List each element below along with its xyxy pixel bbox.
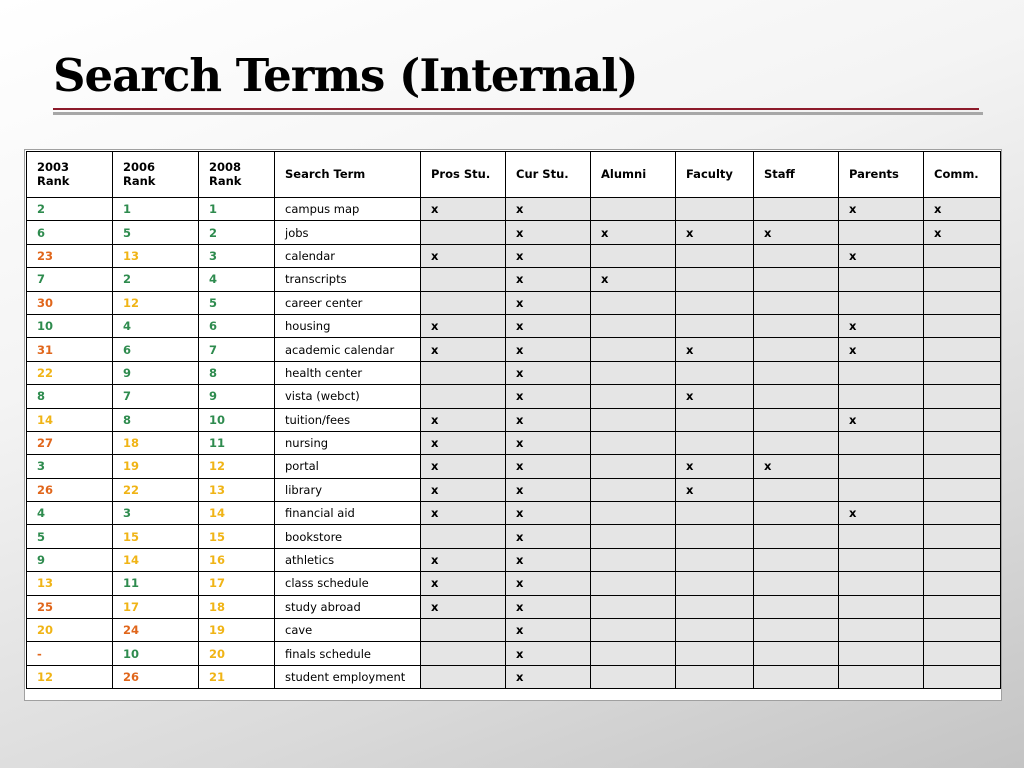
search-term-cell: nursing: [275, 431, 421, 454]
cur-stu-cell: x: [506, 361, 591, 384]
staff-cell: [754, 244, 839, 267]
rank-2003-cell: 30: [27, 291, 113, 314]
faculty-cell: [676, 431, 754, 454]
alumni-cell: [591, 361, 676, 384]
faculty-cell: [676, 502, 754, 525]
search-term-cell: tuition/fees: [275, 408, 421, 431]
table-row: [27, 548, 1001, 571]
rank-2003-cell: 6: [27, 221, 113, 244]
faculty-cell: [676, 665, 754, 688]
pros-stu-cell: [421, 385, 506, 408]
alumni-cell: [591, 595, 676, 618]
cur-stu-cell: x: [506, 595, 591, 618]
header-text: 2008: [209, 159, 242, 174]
pros-stu-cell: x: [421, 478, 506, 501]
parents-cell: [839, 291, 924, 314]
alumni-cell: [591, 665, 676, 688]
alumni-cell: [591, 244, 676, 267]
parents-cell: [839, 221, 924, 244]
alumni-cell: [591, 502, 676, 525]
header-text: Pros Stu.: [431, 166, 491, 181]
faculty-cell: [676, 361, 754, 384]
rank-2006-cell: 7: [113, 385, 199, 408]
cur-stu-cell: x: [506, 455, 591, 478]
header-text: Rank: [209, 173, 242, 188]
search-term-cell: cave: [275, 619, 421, 642]
parents-cell: [839, 478, 924, 501]
rank-2003-cell: 7: [27, 268, 113, 291]
cur-stu-cell: x: [506, 385, 591, 408]
alumni-cell: [591, 642, 676, 665]
search-term-cell: calendar: [275, 244, 421, 267]
parents-cell: x: [839, 198, 924, 221]
header-comm: [924, 152, 1001, 198]
cur-stu-cell: x: [506, 408, 591, 431]
rank-2008-cell: 8: [199, 361, 275, 384]
faculty-cell: [676, 291, 754, 314]
parents-cell: [839, 642, 924, 665]
faculty-cell: [676, 548, 754, 571]
rank-2003-cell: 20: [27, 619, 113, 642]
parents-cell: x: [839, 502, 924, 525]
comm-cell: [924, 455, 1001, 478]
faculty-cell: [676, 572, 754, 595]
comm-cell: [924, 665, 1001, 688]
rank-2003-cell: 27: [27, 431, 113, 454]
alumni-cell: [591, 338, 676, 361]
header-alumni: [591, 152, 676, 198]
table-row: [27, 455, 1001, 478]
cur-stu-cell: x: [506, 314, 591, 337]
faculty-cell: [676, 525, 754, 548]
parents-cell: x: [839, 408, 924, 431]
faculty-cell: [676, 642, 754, 665]
cur-stu-cell: x: [506, 502, 591, 525]
parents-cell: [839, 595, 924, 618]
search-term-cell: career center: [275, 291, 421, 314]
rank-2003-cell: 9: [27, 548, 113, 571]
staff-cell: [754, 478, 839, 501]
rank-2008-cell: 17: [199, 572, 275, 595]
header-text: Rank: [37, 173, 70, 188]
table-row: [27, 198, 1001, 221]
rank-2003-cell: 31: [27, 338, 113, 361]
header-text: Search Term: [285, 166, 366, 181]
search-term-cell: library: [275, 478, 421, 501]
faculty-cell: x: [676, 221, 754, 244]
staff-cell: [754, 408, 839, 431]
pros-stu-cell: x: [421, 244, 506, 267]
parents-cell: [839, 385, 924, 408]
rank-2008-cell: 21: [199, 665, 275, 688]
rank-2008-cell: 19: [199, 619, 275, 642]
rank-2003-cell: 13: [27, 572, 113, 595]
rank-2006-cell: 6: [113, 338, 199, 361]
rank-2003-cell: 23: [27, 244, 113, 267]
faculty-cell: [676, 595, 754, 618]
parents-cell: [839, 572, 924, 595]
cur-stu-cell: x: [506, 525, 591, 548]
table-row: [27, 408, 1001, 431]
header-text: 2003: [37, 159, 70, 174]
table-row: [27, 361, 1001, 384]
rank-2003-cell: 26: [27, 478, 113, 501]
rank-2006-cell: 14: [113, 548, 199, 571]
header-2008-rank: [199, 152, 275, 198]
header-search-term: [275, 152, 421, 198]
table-row: [27, 595, 1001, 618]
rank-2003-cell: -: [27, 642, 113, 665]
staff-cell: [754, 619, 839, 642]
rank-2003-cell: 5: [27, 525, 113, 548]
search-term-cell: transcripts: [275, 268, 421, 291]
rank-2006-cell: 1: [113, 198, 199, 221]
pros-stu-cell: [421, 291, 506, 314]
table-row: [27, 314, 1001, 337]
rank-2006-cell: 3: [113, 502, 199, 525]
rank-2008-cell: 16: [199, 548, 275, 571]
cur-stu-cell: x: [506, 665, 591, 688]
table-row: [27, 572, 1001, 595]
rank-2006-cell: 10: [113, 642, 199, 665]
pros-stu-cell: [421, 221, 506, 244]
table-row: [27, 525, 1001, 548]
header-text: Rank: [123, 173, 156, 188]
pros-stu-cell: x: [421, 455, 506, 478]
staff-cell: [754, 595, 839, 618]
alumni-cell: [591, 431, 676, 454]
staff-cell: [754, 642, 839, 665]
search-term-cell: student employment: [275, 665, 421, 688]
comm-cell: [924, 361, 1001, 384]
alumni-cell: [591, 198, 676, 221]
comm-cell: [924, 385, 1001, 408]
table-body: [27, 198, 1001, 689]
pros-stu-cell: x: [421, 198, 506, 221]
alumni-cell: x: [591, 268, 676, 291]
search-term-cell: study abroad: [275, 595, 421, 618]
rank-2008-cell: 4: [199, 268, 275, 291]
title-underline: [53, 108, 979, 110]
staff-cell: x: [754, 221, 839, 244]
cur-stu-cell: x: [506, 572, 591, 595]
search-terms-table: [26, 151, 1001, 689]
rank-2008-cell: 5: [199, 291, 275, 314]
header-staff: [754, 152, 839, 198]
rank-2003-cell: 14: [27, 408, 113, 431]
pros-stu-cell: x: [421, 338, 506, 361]
table-row: [27, 619, 1001, 642]
alumni-cell: x: [591, 221, 676, 244]
search-term-cell: athletics: [275, 548, 421, 571]
cur-stu-cell: x: [506, 619, 591, 642]
rank-2003-cell: 12: [27, 665, 113, 688]
cur-stu-cell: x: [506, 642, 591, 665]
comm-cell: [924, 525, 1001, 548]
header-faculty: [676, 152, 754, 198]
cur-stu-cell: x: [506, 478, 591, 501]
rank-2006-cell: 22: [113, 478, 199, 501]
parents-cell: x: [839, 314, 924, 337]
rank-2006-cell: 24: [113, 619, 199, 642]
comm-cell: [924, 338, 1001, 361]
rank-2003-cell: 4: [27, 502, 113, 525]
header-cur-stu: [506, 152, 591, 198]
faculty-cell: x: [676, 478, 754, 501]
cur-stu-cell: x: [506, 548, 591, 571]
rank-2008-cell: 6: [199, 314, 275, 337]
staff-cell: [754, 361, 839, 384]
header-text: Comm.: [934, 166, 979, 181]
rank-2006-cell: 9: [113, 361, 199, 384]
header-2003-rank: [27, 152, 113, 198]
rank-2006-cell: 18: [113, 431, 199, 454]
parents-cell: x: [839, 338, 924, 361]
search-term-cell: health center: [275, 361, 421, 384]
rank-2008-cell: 13: [199, 478, 275, 501]
search-term-cell: portal: [275, 455, 421, 478]
header-pros-stu: [421, 152, 506, 198]
pros-stu-cell: [421, 619, 506, 642]
search-term-cell: finals schedule: [275, 642, 421, 665]
faculty-cell: [676, 408, 754, 431]
parents-cell: [839, 665, 924, 688]
pros-stu-cell: [421, 642, 506, 665]
pros-stu-cell: x: [421, 314, 506, 337]
rank-2003-cell: 10: [27, 314, 113, 337]
table-row: [27, 291, 1001, 314]
pros-stu-cell: x: [421, 408, 506, 431]
header-parents: [839, 152, 924, 198]
comm-cell: [924, 502, 1001, 525]
parents-cell: [839, 431, 924, 454]
staff-cell: [754, 385, 839, 408]
parents-cell: [839, 548, 924, 571]
table-row: [27, 385, 1001, 408]
table-row: [27, 244, 1001, 267]
rank-2008-cell: 15: [199, 525, 275, 548]
rank-2008-cell: 20: [199, 642, 275, 665]
rank-2006-cell: 12: [113, 291, 199, 314]
comm-cell: [924, 642, 1001, 665]
comm-cell: [924, 408, 1001, 431]
table-row: [27, 431, 1001, 454]
comm-cell: x: [924, 221, 1001, 244]
faculty-cell: x: [676, 338, 754, 361]
rank-2006-cell: 13: [113, 244, 199, 267]
staff-cell: [754, 338, 839, 361]
rank-2006-cell: 4: [113, 314, 199, 337]
pros-stu-cell: x: [421, 548, 506, 571]
rank-2008-cell: 11: [199, 431, 275, 454]
cur-stu-cell: x: [506, 221, 591, 244]
staff-cell: [754, 431, 839, 454]
search-term-cell: campus map: [275, 198, 421, 221]
pros-stu-cell: [421, 268, 506, 291]
table-row: [27, 665, 1001, 688]
cur-stu-cell: x: [506, 244, 591, 267]
cur-stu-cell: x: [506, 291, 591, 314]
cur-stu-cell: x: [506, 198, 591, 221]
staff-cell: [754, 502, 839, 525]
comm-cell: [924, 595, 1001, 618]
header-row: [27, 152, 1001, 198]
comm-cell: [924, 619, 1001, 642]
comm-cell: [924, 268, 1001, 291]
table-row: [27, 268, 1001, 291]
comm-cell: [924, 572, 1001, 595]
rank-2008-cell: 9: [199, 385, 275, 408]
header-text: Faculty: [686, 166, 733, 181]
pros-stu-cell: [421, 665, 506, 688]
rank-2003-cell: 2: [27, 198, 113, 221]
search-term-cell: housing: [275, 314, 421, 337]
comm-cell: [924, 478, 1001, 501]
search-term-cell: vista (webct): [275, 385, 421, 408]
rank-2003-cell: 8: [27, 385, 113, 408]
alumni-cell: [591, 408, 676, 431]
alumni-cell: [591, 525, 676, 548]
faculty-cell: x: [676, 385, 754, 408]
faculty-cell: [676, 314, 754, 337]
pros-stu-cell: x: [421, 502, 506, 525]
staff-cell: [754, 291, 839, 314]
parents-cell: [839, 268, 924, 291]
comm-cell: [924, 314, 1001, 337]
staff-cell: [754, 198, 839, 221]
alumni-cell: [591, 291, 676, 314]
rank-2008-cell: 3: [199, 244, 275, 267]
cur-stu-cell: x: [506, 431, 591, 454]
header-text: 2006: [123, 159, 156, 174]
search-term-cell: financial aid: [275, 502, 421, 525]
staff-cell: [754, 548, 839, 571]
cur-stu-cell: x: [506, 268, 591, 291]
rank-2006-cell: 17: [113, 595, 199, 618]
pros-stu-cell: [421, 525, 506, 548]
staff-cell: [754, 525, 839, 548]
pros-stu-cell: x: [421, 431, 506, 454]
staff-cell: [754, 665, 839, 688]
slide-title: Search Terms (Internal): [53, 49, 638, 102]
table-row: [27, 642, 1001, 665]
comm-cell: [924, 291, 1001, 314]
rank-2006-cell: 19: [113, 455, 199, 478]
parents-cell: [839, 455, 924, 478]
search-term-cell: academic calendar: [275, 338, 421, 361]
faculty-cell: x: [676, 455, 754, 478]
table-row: [27, 338, 1001, 361]
alumni-cell: [591, 619, 676, 642]
comm-cell: [924, 244, 1001, 267]
table-header: [27, 152, 1001, 198]
search-term-cell: class schedule: [275, 572, 421, 595]
rank-2008-cell: 18: [199, 595, 275, 618]
rank-2006-cell: 5: [113, 221, 199, 244]
rank-2008-cell: 14: [199, 502, 275, 525]
faculty-cell: [676, 198, 754, 221]
rank-2006-cell: 26: [113, 665, 199, 688]
pros-stu-cell: x: [421, 572, 506, 595]
parents-cell: [839, 525, 924, 548]
header-text: Cur Stu.: [516, 166, 569, 181]
alumni-cell: [591, 478, 676, 501]
staff-cell: [754, 314, 839, 337]
faculty-cell: [676, 244, 754, 267]
staff-cell: x: [754, 455, 839, 478]
rank-2006-cell: 11: [113, 572, 199, 595]
faculty-cell: [676, 619, 754, 642]
title-underline-shadow: [53, 112, 983, 115]
faculty-cell: [676, 268, 754, 291]
rank-2008-cell: 7: [199, 338, 275, 361]
alumni-cell: [591, 314, 676, 337]
header-2006-rank: [113, 152, 199, 198]
alumni-cell: [591, 385, 676, 408]
comm-cell: [924, 431, 1001, 454]
rank-2003-cell: 3: [27, 455, 113, 478]
search-terms-table-container: [24, 149, 1002, 701]
rank-2008-cell: 1: [199, 198, 275, 221]
alumni-cell: [591, 455, 676, 478]
alumni-cell: [591, 572, 676, 595]
rank-2006-cell: 2: [113, 268, 199, 291]
header-text: Staff: [764, 166, 795, 181]
parents-cell: [839, 361, 924, 384]
rank-2008-cell: 10: [199, 408, 275, 431]
pros-stu-cell: [421, 361, 506, 384]
table-row: [27, 502, 1001, 525]
rank-2008-cell: 12: [199, 455, 275, 478]
header-text: Alumni: [601, 166, 647, 181]
search-term-cell: jobs: [275, 221, 421, 244]
search-term-cell: bookstore: [275, 525, 421, 548]
table-row: [27, 478, 1001, 501]
rank-2008-cell: 2: [199, 221, 275, 244]
staff-cell: [754, 572, 839, 595]
pros-stu-cell: x: [421, 595, 506, 618]
rank-2003-cell: 22: [27, 361, 113, 384]
rank-2006-cell: 8: [113, 408, 199, 431]
header-text: Parents: [849, 166, 899, 181]
parents-cell: [839, 619, 924, 642]
comm-cell: [924, 548, 1001, 571]
rank-2006-cell: 15: [113, 525, 199, 548]
parents-cell: x: [839, 244, 924, 267]
rank-2003-cell: 25: [27, 595, 113, 618]
staff-cell: [754, 268, 839, 291]
cur-stu-cell: x: [506, 338, 591, 361]
table-row: [27, 221, 1001, 244]
comm-cell: x: [924, 198, 1001, 221]
alumni-cell: [591, 548, 676, 571]
